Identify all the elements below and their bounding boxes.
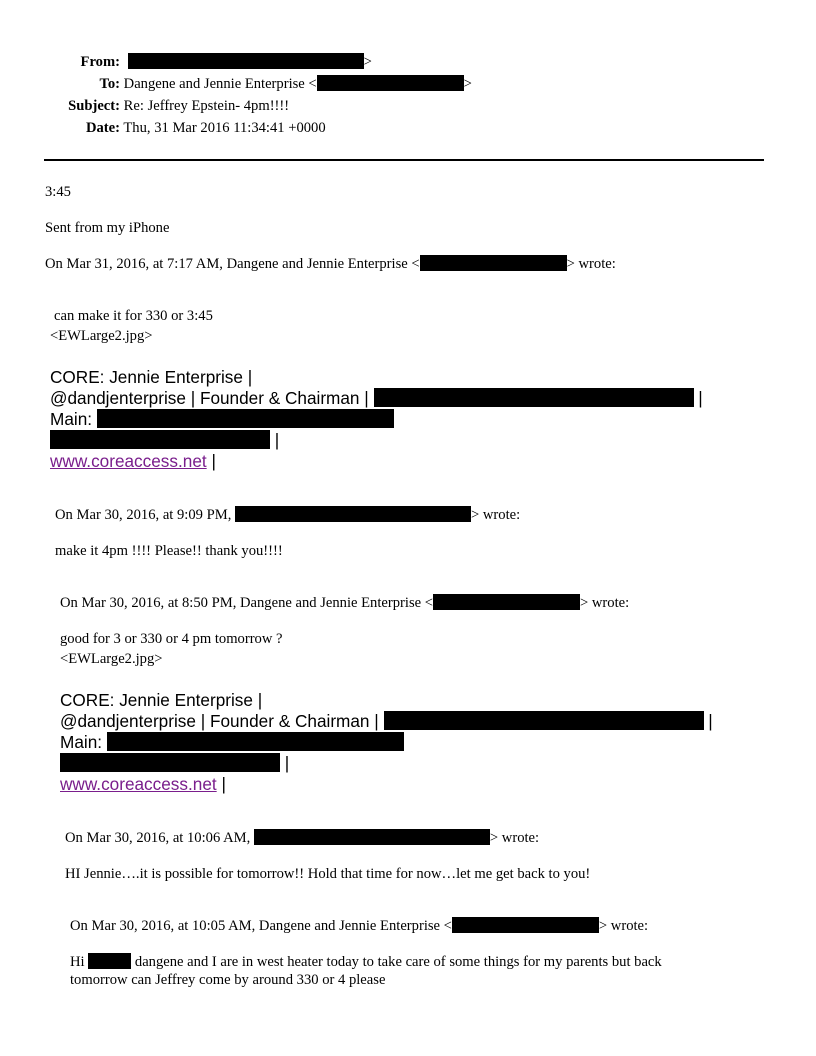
- quote-attribution: [60, 594, 629, 612]
- signature-line: [50, 430, 279, 451]
- quote-line: can make it for 330 or 3:45: [54, 308, 213, 324]
- redaction: [452, 917, 599, 933]
- attribution-text: On Mar 30, 2016, at 10:06 AM,: [65, 830, 251, 846]
- greeting: Hi: [70, 954, 85, 970]
- quote-line: HI Jennie….it is possible for tomorrow!! Hold that time for now…let me get back to you!: [65, 866, 591, 882]
- separator: |: [708, 711, 713, 731]
- attribution-text: On Mar 30, 2016, at 8:50 PM, Dangene and Jennie Enterprise <: [60, 595, 433, 611]
- signature-line: CORE: Jennie Enterprise |: [60, 690, 263, 710]
- signature-title: @dandjenterprise | Founder & Chairman |: [60, 711, 379, 731]
- quote-attribution: [65, 829, 539, 847]
- redaction: [128, 53, 364, 69]
- separator: |: [216, 774, 226, 794]
- main-label: Main:: [60, 732, 103, 752]
- signature-line: [50, 388, 703, 409]
- from-close: >: [363, 54, 372, 70]
- signature-line: [60, 711, 713, 732]
- signature-line: CORE: Jennie Enterprise |: [50, 367, 253, 387]
- quote-line: make it 4pm !!!! Please!! thank you!!!!: [55, 543, 283, 559]
- quote-attribution: [70, 917, 648, 935]
- attribution-wrote: > wrote:: [598, 918, 649, 934]
- to-label: To:: [99, 76, 120, 92]
- subject-label: Subject:: [68, 98, 120, 114]
- redaction: [254, 829, 490, 845]
- to-row: [0, 75, 472, 93]
- redaction: [317, 75, 464, 91]
- to-value: Dangene and Jennie Enterprise <: [123, 76, 317, 92]
- signature-line: [50, 451, 216, 472]
- attribution-text: On Mar 30, 2016, at 9:09 PM,: [55, 507, 232, 523]
- redaction: [50, 430, 270, 449]
- website-link[interactable]: www.coreaccess.net: [50, 451, 207, 471]
- message-text: dangene and I are in west heater today to take care of some things for my parents but back: [131, 954, 662, 970]
- attribution-wrote: > wrote:: [489, 830, 540, 846]
- date-value: Thu, 31 Mar 2016 11:34:41 +0000: [123, 120, 326, 136]
- attribution-wrote: > wrote:: [566, 256, 616, 272]
- subject-value: Re: Jeffrey Epstein- 4pm!!!!: [123, 98, 290, 114]
- attachment-name: <EWLarge2.jpg>: [60, 651, 163, 667]
- redaction: [420, 255, 567, 271]
- signature-title: @dandjenterprise | Founder & Chairman |: [50, 388, 369, 408]
- attribution-text: On Mar 30, 2016, at 10:05 AM, Dangene and Jennie Enterprise <: [70, 918, 452, 934]
- separator: |: [274, 430, 280, 450]
- separator: |: [284, 753, 290, 773]
- redaction: [384, 711, 704, 730]
- subject-row: [0, 97, 289, 115]
- quote-line: good for 3 or 330 or 4 pm tomorrow ?: [60, 631, 283, 647]
- reply-time: 3:45: [45, 184, 71, 200]
- attribution-wrote: > wrote:: [471, 507, 521, 523]
- redaction: [433, 594, 580, 610]
- attachment-name: <EWLarge2.jpg>: [50, 328, 153, 344]
- quote-attribution: [45, 255, 616, 273]
- main-label: Main:: [50, 409, 93, 429]
- quote-line: [70, 953, 662, 971]
- redaction: [107, 732, 404, 751]
- attribution-wrote: > wrote:: [580, 595, 630, 611]
- redaction: [97, 409, 394, 428]
- signature-line: [60, 774, 226, 795]
- to-close: >: [463, 76, 472, 92]
- date-label: Date:: [85, 120, 120, 136]
- header-divider: [44, 159, 764, 161]
- attribution-text: On Mar 31, 2016, at 7:17 AM, Dangene and Jennie Enterprise <: [45, 256, 420, 272]
- separator: |: [698, 388, 703, 408]
- quote-line: tomorrow can Jeffrey come by around 330 or 4 please: [70, 972, 386, 988]
- date-row: [0, 119, 326, 137]
- redaction: [88, 953, 131, 969]
- redaction: [60, 753, 280, 772]
- signature-line: [60, 732, 404, 753]
- quote-attribution: [55, 506, 520, 524]
- website-link[interactable]: www.coreaccess.net: [60, 774, 217, 794]
- from-label: From:: [80, 54, 120, 70]
- redaction: [374, 388, 694, 407]
- sent-from: Sent from my iPhone: [45, 220, 170, 236]
- signature-line: [60, 753, 289, 774]
- signature-line: [50, 409, 394, 430]
- separator: |: [206, 451, 216, 471]
- redaction: [235, 506, 471, 522]
- from-row: [0, 53, 372, 71]
